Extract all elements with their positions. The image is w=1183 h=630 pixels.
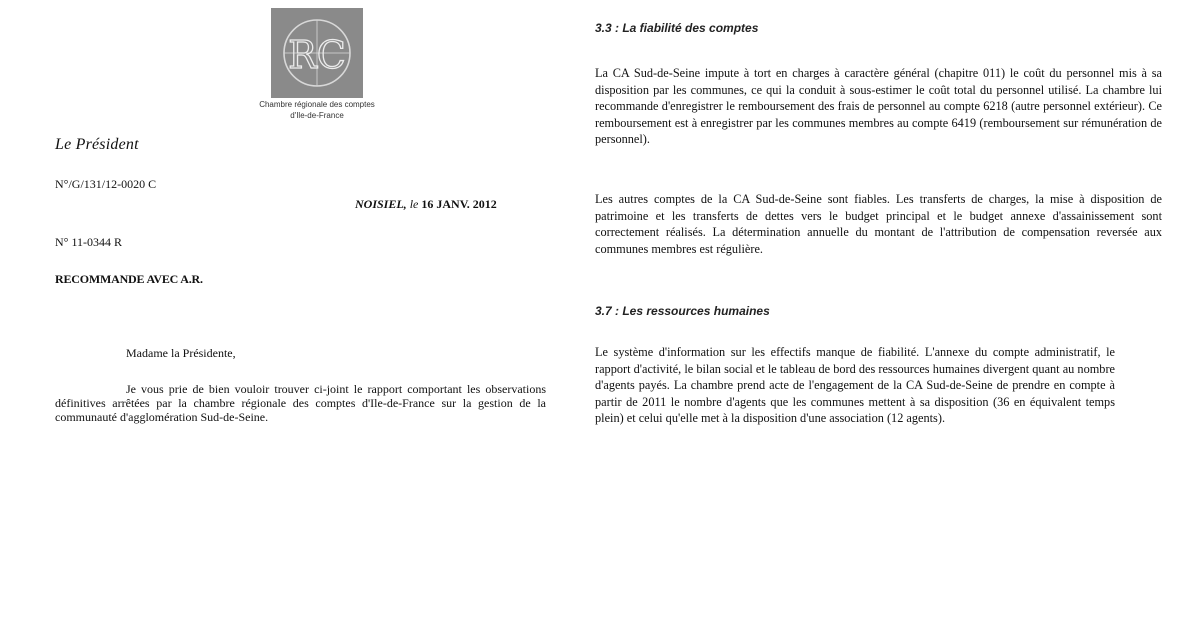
letter-place: NOISIEL,	[355, 197, 407, 211]
letter-date: 16 JANV. 2012	[421, 197, 497, 211]
logo-monogram: RC	[288, 33, 346, 77]
letter-le: le	[409, 197, 419, 211]
logo-caption	[225, 99, 409, 121]
crc-monogram-icon	[271, 8, 363, 98]
section1-paragraph2: Les autres comptes de la CA Sud-de-Seine sont fiables. Les transferts de charges, la mise à disposition de patrimoine et les transferts de dettes vers le budget principal et le budget annexe d'assainissement sont correctement réalisés. La détermination annuelle du montant de l'attribution de compensation reversée aux communes membres est régulière.	[595, 192, 1162, 256]
letter-reference: N°/G/131/12-0020 C	[55, 177, 157, 191]
letter-body: Je vous prie de bien vouloir trouver ci-joint le rapport comportant les observations définitives arrêtées par la chambre régionale des comptes d'Ile-de-France sur la gestion de la communauté d'agglomération Sud-de-Seine.	[55, 382, 546, 424]
report-excerpt-page	[578, 0, 1183, 630]
section2-paragraph1: Le système d'information sur les effectifs manque de fiabilité. L'annexe du compte administratif, le rapport d'activité, le bilan social et le tableau de bord des ressources humaines divergent quant au nombre d'agents payés. La chambre prend acte de l'engagement de la CA Sud-de-Seine de prendre en compte à partir de 2011 le nombre d'agents que les communes mettent à sa disposition (36 en équivalent temps plein) et celui qu'elle met à la disposition d'une association (12 agents).	[595, 345, 1115, 426]
delivery-mode: RECOMMANDE AVEC A.R.	[55, 272, 203, 286]
section-heading-fiabilite: 3.3 : La fiabilité des comptes	[595, 21, 759, 35]
logo-caption-line1: Chambre régionale des comptes	[259, 100, 375, 109]
salutation: Madame la Présidente,	[126, 346, 236, 360]
logo-caption-line2: d'Ile-de-France	[290, 111, 344, 120]
crc-logo	[271, 8, 363, 98]
section-heading-ressources: 3.7 : Les ressources humaines	[595, 304, 770, 318]
section1-paragraph1: La CA Sud-de-Seine impute à tort en charges à caractère général (chapitre 011) le coût du personnel mis à sa disposition par les communes, ce qui la conduit à sous-estimer le coût total du personnel utilisé. La chambre lui recommande d'enregistrer le remboursement des frais de personnel au compte 6218 (autre personnel extérieur). Ce remboursement est à enregistrer par les communes membres au compte 6419 (remboursement sur rémunération de personnel).	[595, 66, 1162, 147]
file-number: N° 11-0344 R	[55, 235, 123, 249]
letter-page	[0, 0, 570, 630]
president-title: Le Président	[55, 136, 139, 153]
place-date	[355, 197, 497, 212]
